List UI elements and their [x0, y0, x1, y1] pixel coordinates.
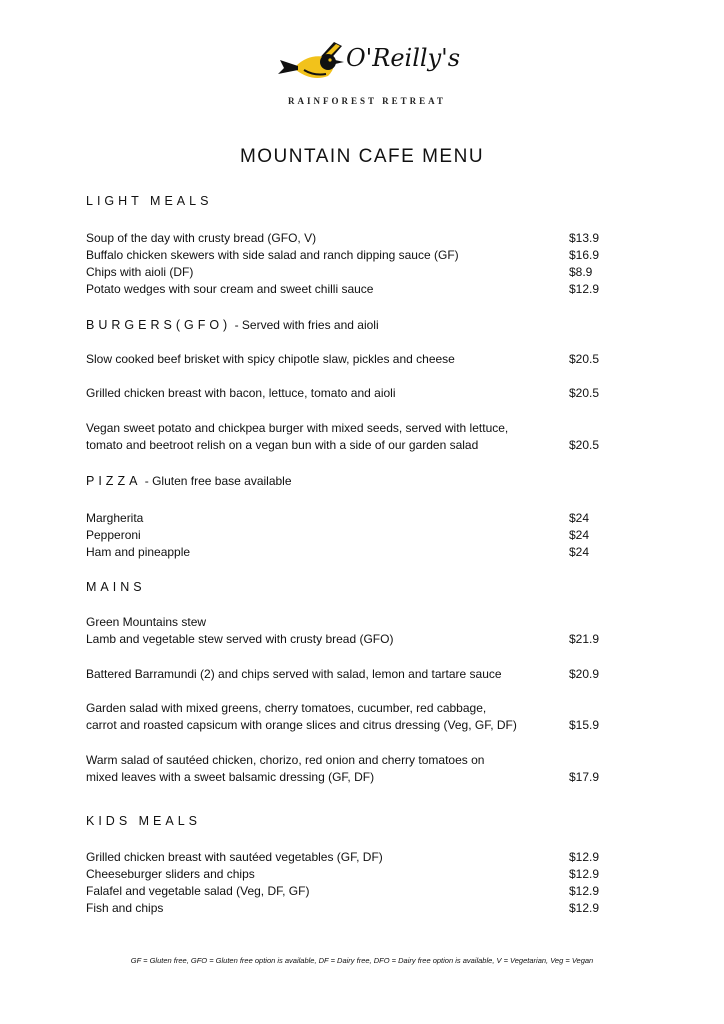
menu-item: Fish and chips	[86, 901, 164, 915]
menu-price: $20.5	[569, 352, 600, 366]
menu-item-line2: Lamb and vegetable stew served with crusty bread (GFO)	[86, 632, 394, 646]
section-heading-kids-meals: KIDS MEALS	[86, 814, 202, 828]
menu-price: $15.9	[569, 718, 600, 732]
section-heading-light-meals: LIGHT MEALS	[86, 194, 213, 208]
menu-price: $24	[569, 528, 590, 542]
menu-item: Garden salad with mixed greens, cherry tomatoes, cucumber, red cabbage,	[86, 701, 487, 715]
menu-price: $13.9	[569, 231, 600, 245]
section-note-burgers: - Served with fries and aioli	[231, 318, 379, 332]
menu-price: $12.9	[569, 901, 600, 915]
menu-price: $20.9	[569, 667, 600, 681]
menu-item: Falafel and vegetable salad (Veg, DF, GF)	[86, 884, 310, 898]
menu-item: Margherita	[86, 511, 144, 525]
menu-item-line2: mixed leaves with a sweet balsamic dressing (GF, DF)	[86, 770, 375, 784]
footer-legend: GF = Gluten free, GFO = Gluten free option is available, DF = Dairy free, DFO = Dairy free option is available, V = Vegetarian, Veg = Vegan	[130, 956, 594, 965]
menu-item: Vegan sweet potato and chickpea burger with mixed seeds, served with lettuce,	[86, 421, 509, 435]
menu-price: $21.9	[569, 632, 600, 646]
menu-item: Pepperoni	[86, 528, 141, 542]
menu-price: $20.5	[569, 438, 600, 452]
brand-subtitle: RAINFOREST RETREAT	[288, 96, 446, 106]
bird-icon	[276, 36, 350, 92]
logo	[276, 36, 461, 108]
menu-price: $24	[569, 545, 590, 559]
menu-price: $12.9	[569, 867, 600, 881]
menu-price: $12.9	[569, 282, 600, 296]
section-heading-pizza: PIZZA - Gluten free base available	[86, 474, 292, 488]
menu-price: $20.5	[569, 386, 600, 400]
menu-item-line2: tomato and beetroot relish on a vegan bun with a side of our garden salad	[86, 438, 479, 452]
menu-price: $24	[569, 511, 590, 525]
section-heading-mains: MAINS	[86, 580, 146, 594]
menu-item: Buffalo chicken skewers with side salad and ranch dipping sauce (GF)	[86, 248, 459, 262]
menu-item: Cheeseburger sliders and chips	[86, 867, 255, 881]
menu-item: Slow cooked beef brisket with spicy chipotle slaw, pickles and cheese	[86, 352, 455, 366]
menu-price: $16.9	[569, 248, 600, 262]
menu-price: $12.9	[569, 884, 600, 898]
menu-item: Green Mountains stew	[86, 615, 207, 629]
section-heading-burgers: BURGERS(GFO) - Served with fries and aioli	[86, 318, 379, 332]
page-title: MOUNTAIN CAFE MENU	[239, 146, 485, 167]
brand-name: O'Reilly's	[346, 44, 461, 72]
menu-price: $17.9	[569, 770, 600, 784]
menu-item: Potato wedges with sour cream and sweet chilli sauce	[86, 282, 374, 296]
menu-item: Warm salad of sautéed chicken, chorizo, red onion and cherry tomatoes on	[86, 753, 485, 767]
menu-price: $12.9	[569, 850, 600, 864]
menu-item: Soup of the day with crusty bread (GFO, V)	[86, 231, 317, 245]
menu-price: $8.9	[569, 265, 593, 279]
menu-item-line2: carrot and roasted capsicum with orange slices and citrus dressing (Veg, GF, DF)	[86, 718, 517, 732]
menu-item: Grilled chicken breast with bacon, lettuce, tomato and aioli	[86, 386, 396, 400]
menu-item: Chips with aioli (DF)	[86, 265, 194, 279]
section-note-pizza: - Gluten free base available	[141, 474, 292, 488]
menu-item: Grilled chicken breast with sautéed vegetables (GF, DF)	[86, 850, 383, 864]
menu-item: Battered Barramundi (2) and chips served with salad, lemon and tartare sauce	[86, 667, 502, 681]
menu-item: Ham and pineapple	[86, 545, 191, 559]
